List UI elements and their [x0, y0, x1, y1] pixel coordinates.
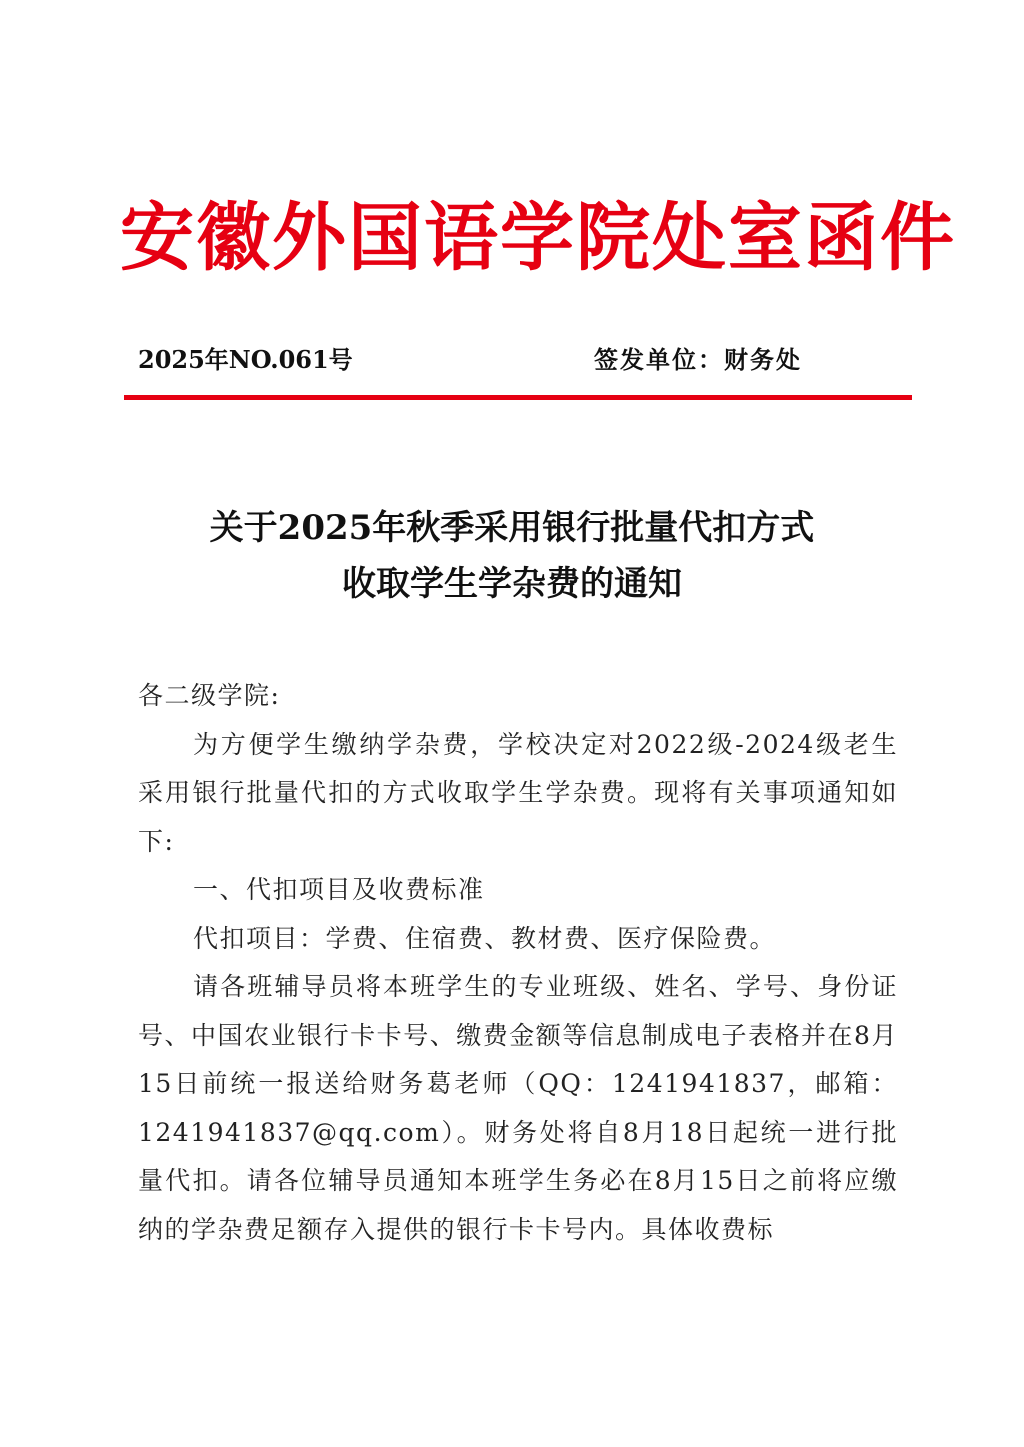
notice-title-line-1: 关于2025年秋季采用银行批量代扣方式: [209, 508, 815, 548]
body-paragraph-intro: 为方便学生缴纳学杂费，学校决定对2022级-2024级老生采用银行批量代扣的方式收取学生学杂费。现将有关事项通知如下:: [138, 729, 898, 856]
document-number: 2025年NO.061号: [138, 345, 353, 374]
body-paragraph-instructions: 请各班辅导员将本班学生的专业班级、姓名、学号、身份证号、中国农业银行卡卡号、缴费金额等信息制成电子表格并在8月15日前统一报送给财务葛老师（QQ：1241941837，邮箱：1241941837@qq.com）。财务处将自8月18日起统一进行批量代扣。请各位辅导员通知本班学生务必在8月15日之前将应缴纳的学杂费足额存入提供的银行卡卡号内。具体收费标: [138, 972, 898, 1244]
red-divider-line: [124, 395, 912, 400]
notice-body: [138, 672, 898, 1254]
section-heading-1: 一、代扣项目及收费标准: [193, 875, 485, 904]
notice-title-line-2: 收取学生学杂费的通知: [342, 564, 682, 604]
document-meta-row: [138, 340, 898, 380]
notice-title: [112, 500, 912, 612]
body-paragraph-items: 代扣项目：学费、住宿费、教材费、医疗保险费。: [193, 923, 777, 953]
salutation: 各二级学院:: [138, 681, 281, 710]
issuing-unit: 签发单位：财务处: [594, 345, 802, 374]
letterhead-title: 安徽外国语学院处室函件: [120, 195, 956, 281]
